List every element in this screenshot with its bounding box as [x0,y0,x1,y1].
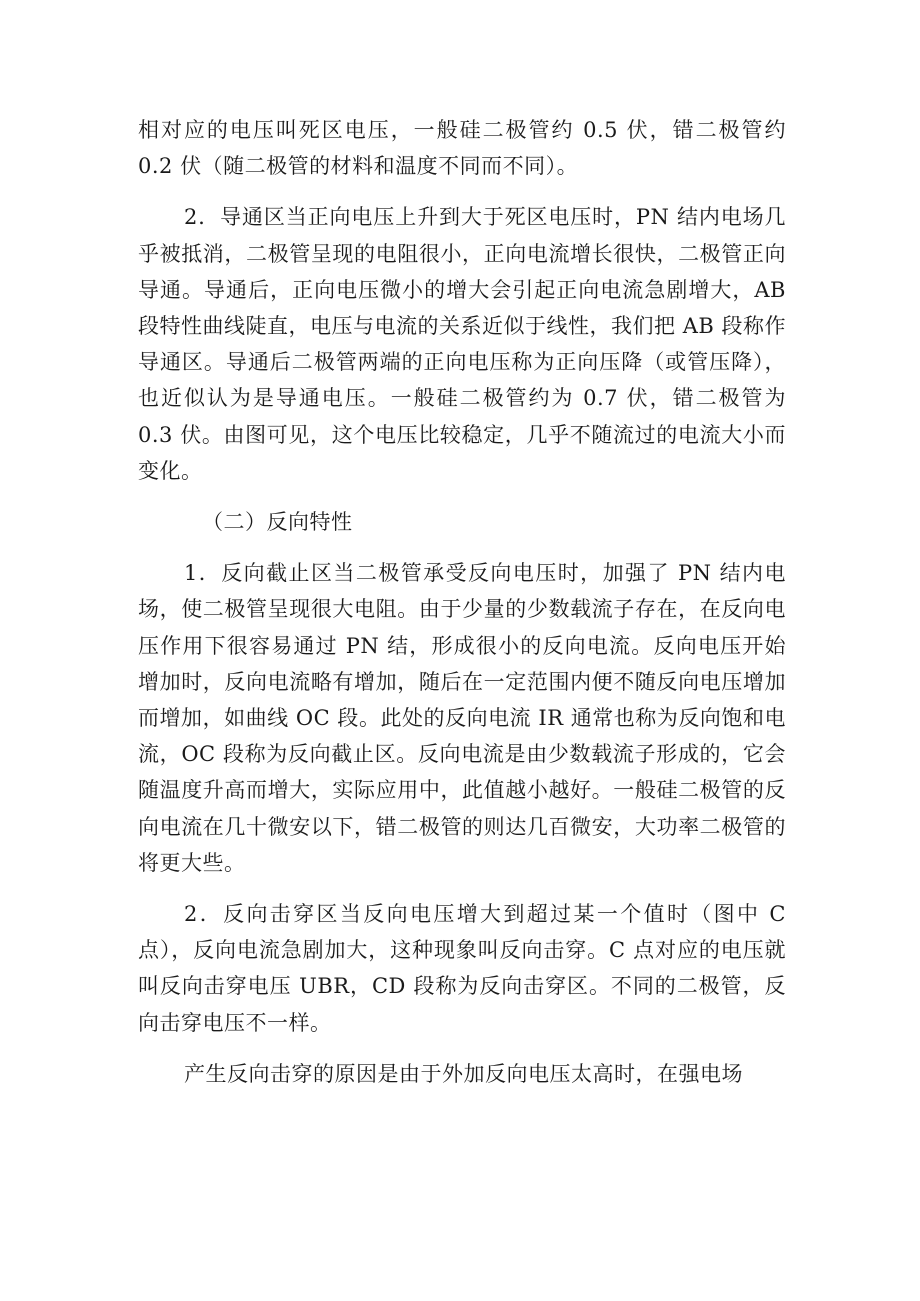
paragraph-conduction-region: 2．导通区当正向电压上升到大于死区电压时，PN 结内电场几乎被抵消，二极管呈现的电阻很小，正向电流增长很快，二极管正向导通。导通后，正向电压微小的增大会引起正向电流急剧增大，AB 段特性曲线陡直，电压与电流的关系近似于线性，我们把 AB 段称作导通区。导通后二极管两端的正向电压称为正向压降（或管压降），也近似认为是导通电压。一般硅二极管约为 0.7 伏，错二极管为 0.3 伏。由图可见，这个电压比较稳定，几乎不随流过的电流大小而变化。 [138,205,786,483]
document-page [138,112,786,1092]
paragraph-reverse-breakdown-region: 2．反向击穿区当反向电压增大到超过某一个值时（图中 C 点），反向电流急剧加大，这种现象叫反向击穿。C 点对应的电压就叫反向击穿电压 UBR，CD 段称为反向击穿区。不同的二极管，反向击穿电压不一样。 [138,902,786,1035]
section-heading-reverse-characteristics: （二）反向特性 [202,510,353,535]
paragraph-reverse-cutoff-region: 1．反向截止区当二极管承受反向电压时，加强了 PN 结内电场，使二极管呈现很大电阻。由于少量的少数载流子存在，在反向电压作用下很容易通过 PN 结，形成很小的反向电流。反向电压开始增加时，反向电流略有增加，随后在一定范围内便不随反向电压增加而增加，如曲线 OC 段。此处的反向电流 IR 通常也称为反向饱和电流，OC 段称为反向截止区。反向电流是由少数载流子形成的，它会随温度升高而增大，实际应用中，此值越小越好。一般硅二极管的反向电流在几十微安以下，错二极管的则达几百微安，大功率二极管的将更大些。 [138,561,786,875]
paragraph-dead-zone-continued: 相对应的电压叫死区电压，一般硅二极管约 0.5 伏，错二极管约 0.2 伏（随二极管的材料和温度不同而不同）。 [138,118,786,179]
paragraph-breakdown-cause: 产生反向击穿的原因是由于外加反向电压太高时，在强电场 [184,1061,743,1086]
